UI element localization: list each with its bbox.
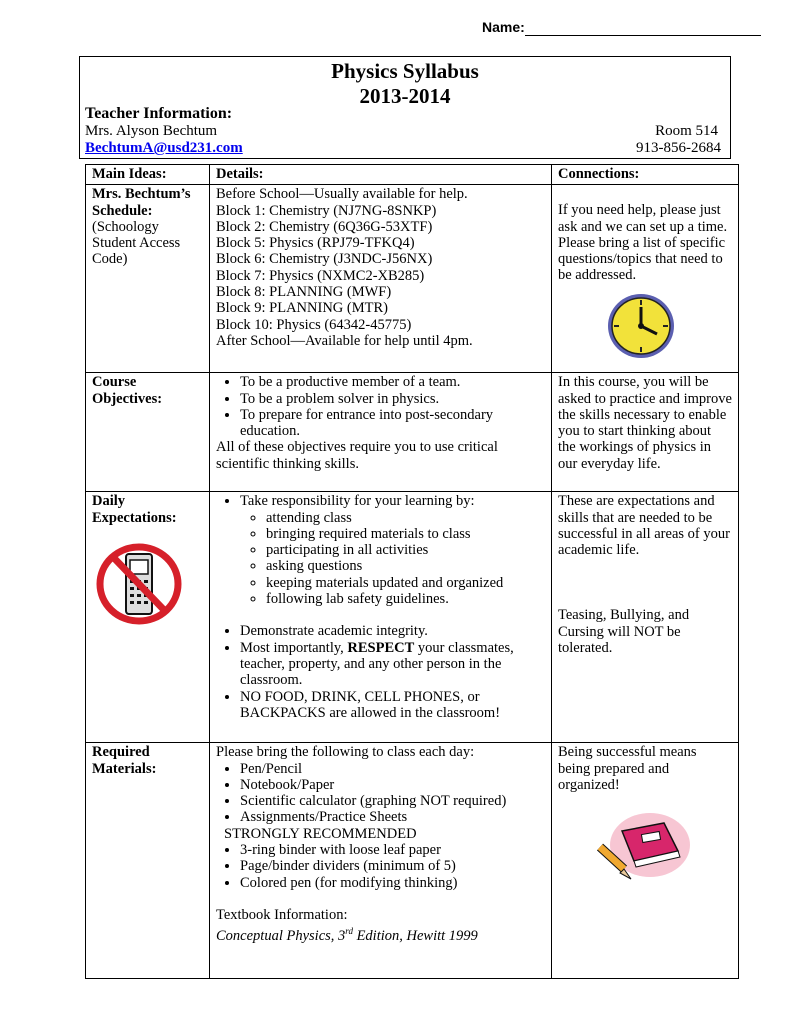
notebook-pencil-icon — [594, 803, 694, 887]
teacher-info-label: Teacher Information: — [85, 105, 233, 122]
schedule-line: Before School—Usually available for help. — [216, 186, 468, 203]
objectives-details-cell — [210, 373, 552, 492]
schedule-idea-cell — [86, 185, 210, 373]
list-item: ◦ attending class — [266, 510, 545, 526]
list-item: • Demonstrate academic integrity. — [240, 623, 545, 639]
list-item — [240, 640, 545, 689]
table-header-row — [86, 165, 739, 185]
list-item — [240, 493, 545, 607]
table-row — [86, 743, 739, 979]
schedule-line: After School—Available for help until 4pm. — [216, 332, 473, 349]
materials-idea: Required Materials: — [92, 744, 157, 777]
materials-idea-cell — [86, 743, 210, 979]
page-title: Physics Syllabus — [331, 59, 479, 83]
expectations-connection: These are expectations and skills that are needed to be successful in all areas of your academic life. — [558, 493, 730, 559]
header-box — [79, 56, 731, 159]
schedule-idea-note: (Schoology Student Access Code) — [92, 218, 181, 268]
list-item: ◦ following lab safety guidelines. — [266, 591, 545, 607]
respect-post: your classmates, teacher, property, and any other person in the classroom. — [240, 639, 514, 689]
teacher-phone: 913-856-2684 — [636, 140, 721, 156]
table-row — [86, 492, 739, 743]
strongly-recommended: STRONGLY RECOMMENDED — [224, 825, 417, 842]
textbook-label: Textbook Information: — [216, 906, 348, 923]
teacher-room: Room 514 — [655, 123, 718, 139]
schedule-line: Block 10: Physics (64342-45775) — [216, 316, 412, 333]
objectives-idea: Course Objectives: — [92, 374, 163, 407]
schedule-line: Block 8: PLANNING (MWF) — [216, 284, 392, 301]
list-item: ◦ participating in all activities — [266, 542, 545, 558]
list-item: • Assignments/Practice Sheets — [240, 809, 545, 825]
clock-icon — [604, 290, 678, 362]
list-item: • NO FOOD, DRINK, CELL PHONES, or BACKPACKS are allowed in the classroom! — [240, 689, 545, 722]
list-item: • Page/binder dividers (minimum of 5) — [240, 858, 545, 874]
expectations-idea: Daily Expectations: — [92, 493, 177, 526]
name-field-line — [525, 35, 761, 36]
expectations-connection-cell — [552, 492, 739, 743]
schedule-line: Block 9: PLANNING (MTR) — [216, 300, 388, 317]
expectations-lead: Take responsibility for your learning by: — [240, 493, 475, 510]
list-item: • Scientific calculator (graphing NOT required) — [240, 793, 545, 809]
list-item: • To be a problem solver in physics. — [240, 391, 545, 407]
teacher-name: Mrs. Alyson Bechtum — [85, 123, 218, 139]
list-item: • Colored pen (for modifying thinking) — [240, 875, 545, 891]
header-main-ideas: Main Ideas: — [86, 165, 210, 185]
header-details: Details: — [210, 165, 552, 185]
list-item: ◦ keeping materials updated and organized — [266, 575, 545, 591]
schedule-line: Block 5: Physics (RPJ79-TFKQ4) — [216, 235, 415, 252]
list-item: ◦ bringing required materials to class — [266, 526, 545, 542]
respect-bold: RESPECT — [347, 639, 415, 656]
objectives-connection: In this course, you will be asked to practice and improve the skills necessary to enable you to start thinking about the workings of physics in our everyday life. — [558, 374, 732, 472]
teacher-email-link[interactable]: BechtumA@usd231.com — [85, 140, 243, 156]
bullying-connection: Teasing, Bullying, and Cursing will NOT be tolerated. — [558, 607, 690, 657]
list-item: ◦ asking questions — [266, 558, 545, 574]
materials-details-cell — [210, 743, 552, 979]
schedule-line: Block 1: Chemistry (NJ7NG-8SNKP) — [216, 202, 437, 219]
objectives-note: All of these objectives require you to use critical scientific thinking skills. — [216, 439, 498, 472]
materials-connection: Being successful means being prepared and organized! — [558, 744, 697, 793]
schedule-connection-cell — [552, 185, 739, 373]
textbook-info: Conceptual Physics, 3rd Edition, Hewitt 1999 — [216, 926, 478, 945]
respect-pre: Most importantly, — [240, 639, 348, 656]
header-connections: Connections: — [552, 165, 739, 185]
expectations-details-cell — [210, 492, 552, 743]
schedule-connection: If you need help, please just ask and we can set up a time. Please bring a list of specific questions/topics that need to be addressed. — [558, 202, 728, 284]
schedule-details-cell — [210, 185, 552, 373]
objectives-idea-cell — [86, 373, 210, 492]
list-item: • To prepare for entrance into post-secondary education. — [240, 407, 545, 440]
name-label: Name: — [482, 19, 525, 35]
list-item: • Pen/Pencil — [240, 761, 545, 777]
materials-lead: Please bring the following to class each day: — [216, 744, 475, 761]
schedule-line: Block 2: Chemistry (6Q36G-53XTF) — [216, 218, 433, 235]
table-row — [86, 373, 739, 492]
list-item: • 3-ring binder with loose leaf paper — [240, 842, 545, 858]
schedule-line: Block 6: Chemistry (J3NDC-J56NX) — [216, 251, 433, 268]
table-row — [86, 185, 739, 373]
school-year: 2013-2014 — [359, 84, 451, 108]
schedule-line: Block 7: Physics (NXMC2-XB285) — [216, 267, 425, 284]
objectives-connection-cell — [552, 373, 739, 492]
syllabus-table — [85, 164, 739, 979]
no-cell-phone-icon — [93, 540, 185, 628]
list-item: • To be a productive member of a team. — [240, 374, 545, 390]
list-item: • Notebook/Paper — [240, 777, 545, 793]
schedule-idea: Mrs. Bechtum’s Schedule: — [92, 186, 191, 219]
materials-connection-cell — [552, 743, 739, 979]
expectations-idea-cell — [86, 492, 210, 743]
